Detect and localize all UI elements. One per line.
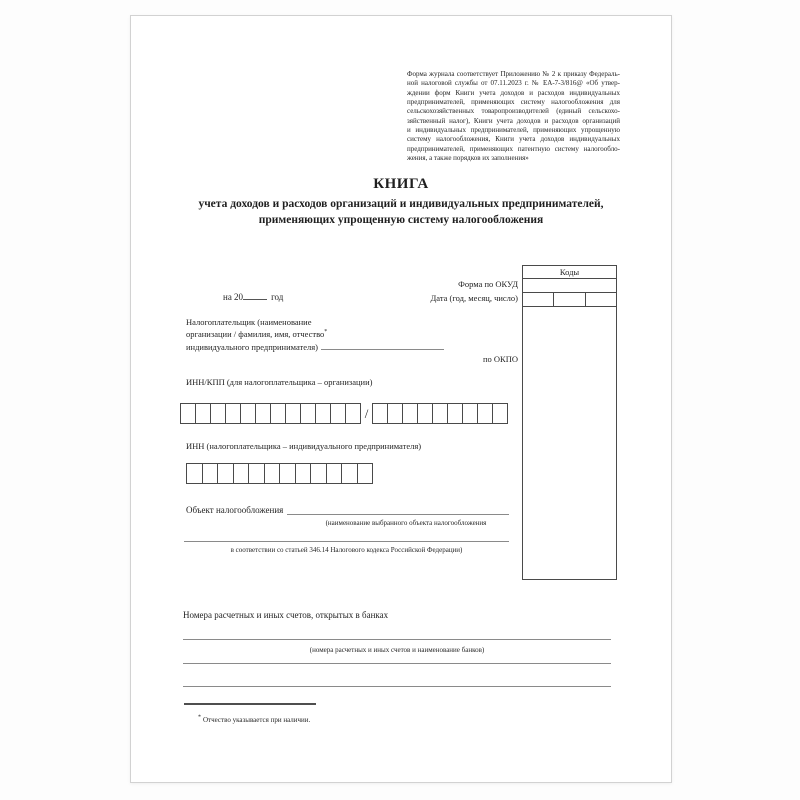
- taxpayer-label-line2-text: организации / фамилия, имя, отчество: [186, 329, 325, 340]
- bank-accounts-blank-2: [183, 653, 611, 664]
- year-field: [223, 291, 283, 302]
- digit-cell: [402, 403, 418, 424]
- digit-cell: [233, 463, 250, 484]
- digit-cell: [462, 403, 478, 424]
- digit-cell: [432, 403, 448, 424]
- codes-box-header: Коды: [523, 266, 616, 279]
- year-prefix: на 20: [223, 292, 244, 302]
- okud-label: Форма по ОКУД: [458, 279, 518, 289]
- page-subtitle: [131, 196, 671, 228]
- bank-accounts-blank-1: [183, 629, 611, 640]
- digit-cell: [240, 403, 256, 424]
- inn-entrepreneur-label: ИНН (налогоплательщика – индивидуального предпринимателя): [186, 441, 422, 451]
- digit-cell: [417, 403, 433, 424]
- inn-kpp-label: ИНН/КПП (для налогоплательщика – организации): [186, 377, 373, 387]
- inn-entrepreneur-cells-group: [186, 463, 373, 484]
- legal-note-line: предпринимателей, применяющих патентную систему налогообло-: [407, 144, 620, 153]
- okpo-label: по ОКПО: [482, 354, 518, 364]
- page-title: КНИГА: [373, 176, 429, 192]
- tax-object-caption-1: (наименование выбранного объекта налогообложения: [325, 519, 487, 527]
- legal-note-line: зяйственный налог), Книги учета доходов и расходов организаций: [407, 116, 620, 125]
- legal-note-line: ной налоговой службы от 07.11.2023 г. № ЕА-7-3/816@ «Об утвер-: [407, 79, 620, 88]
- date-year-cell: [523, 293, 554, 306]
- legal-note-line: и индивидуальных предпринимателей, применяющих упрощенную: [407, 126, 620, 135]
- slash-separator: /: [364, 406, 369, 421]
- tax-object-label: Объект налогообложения: [186, 505, 284, 515]
- date-code-row: [523, 293, 616, 307]
- legal-note-line: сельскохозяйственных товаропроизводителей (единый сельскохо-: [407, 107, 620, 116]
- digit-cell: [326, 463, 343, 484]
- codes-box: [522, 265, 617, 580]
- legal-note-line: предпринимателей, применяющих систему налогообложения для: [407, 98, 620, 107]
- date-month-cell: [554, 293, 585, 306]
- tax-object-field: [186, 503, 509, 515]
- digit-cell: [180, 403, 196, 424]
- digit-cell: [248, 463, 265, 484]
- year-blank: [243, 291, 267, 300]
- digit-cell: [315, 403, 331, 424]
- digit-cell: [387, 403, 403, 424]
- footnote-marker: *: [324, 329, 328, 336]
- digit-cell: [330, 403, 346, 424]
- kpp-cells-group: [372, 403, 508, 424]
- digit-cell: [372, 403, 388, 424]
- date-label: Дата (год, месяц, число): [430, 293, 518, 303]
- taxpayer-name-blank: [321, 341, 444, 350]
- legal-note-line: Форма журнала соответствует Приложению № 2 к приказу Федераль-: [407, 70, 620, 78]
- digit-cell: [195, 403, 211, 424]
- footnote-divider: [184, 703, 316, 705]
- digit-cell: [285, 403, 301, 424]
- bank-accounts-caption: (номера расчетных и иных счетов и наименование банков): [309, 646, 485, 654]
- digit-cell: [264, 463, 281, 484]
- digit-cell: [300, 403, 316, 424]
- digit-cell: [341, 463, 358, 484]
- digit-cell: [270, 403, 286, 424]
- taxpayer-label-line3-text: индивидуального предпринимателя): [186, 341, 318, 352]
- digit-cell: [202, 463, 219, 484]
- digit-cell: [279, 463, 296, 484]
- digit-cell: [186, 463, 203, 484]
- date-day-cell: [586, 293, 616, 306]
- digit-cell: [217, 463, 234, 484]
- inn-cells-group: [180, 403, 361, 424]
- digit-cell: [295, 463, 312, 484]
- digit-cell: [447, 403, 463, 424]
- subtitle-line: применяющих упрощенную систему налогообложения: [258, 214, 544, 226]
- bank-accounts-blank-3: [183, 676, 611, 687]
- digit-cell: [345, 403, 361, 424]
- taxpayer-label-line: [186, 341, 486, 353]
- taxpayer-label-line: Налогоплательщик (наименование: [186, 317, 312, 327]
- taxpayer-label: [186, 316, 486, 353]
- year-suffix: год: [271, 292, 284, 302]
- bank-accounts-label: Номера расчетных и иных счетов, открытых в банках: [183, 610, 389, 620]
- footnote-marker: *: [198, 714, 201, 721]
- digit-cell: [255, 403, 271, 424]
- tax-object-caption-2: в соответствии со статьей 346.14 Налогового кодекса Российской Федерации): [230, 546, 463, 554]
- inn-entrepreneur-cell-row: [186, 463, 373, 484]
- subtitle-line: учета доходов и расходов организаций и индивидуальных предпринимателей,: [198, 198, 604, 210]
- legal-note-line: ждении форм Книги учета доходов и расходов индивидуальных: [407, 88, 620, 97]
- tax-object-blank: [287, 503, 509, 515]
- legal-note-line: систему налогообложения, Книги учета доходов индивидуальных: [407, 135, 620, 144]
- okud-code-cell: [523, 279, 616, 293]
- footnote-text: Отчество указывается при наличии.: [203, 716, 311, 724]
- taxpayer-label-line: [186, 328, 486, 340]
- form-page: [130, 15, 672, 783]
- inn-kpp-cell-row: [180, 403, 508, 424]
- digit-cell: [492, 403, 508, 424]
- legal-note: [407, 70, 620, 163]
- digit-cell: [357, 463, 374, 484]
- digit-cell: [225, 403, 241, 424]
- digit-cell: [477, 403, 493, 424]
- tax-object-blank-2: [184, 532, 509, 542]
- legal-note-line: жения, а также порядков их заполнения»: [407, 154, 529, 163]
- digit-cell: [310, 463, 327, 484]
- footnote: [198, 716, 310, 724]
- digit-cell: [210, 403, 226, 424]
